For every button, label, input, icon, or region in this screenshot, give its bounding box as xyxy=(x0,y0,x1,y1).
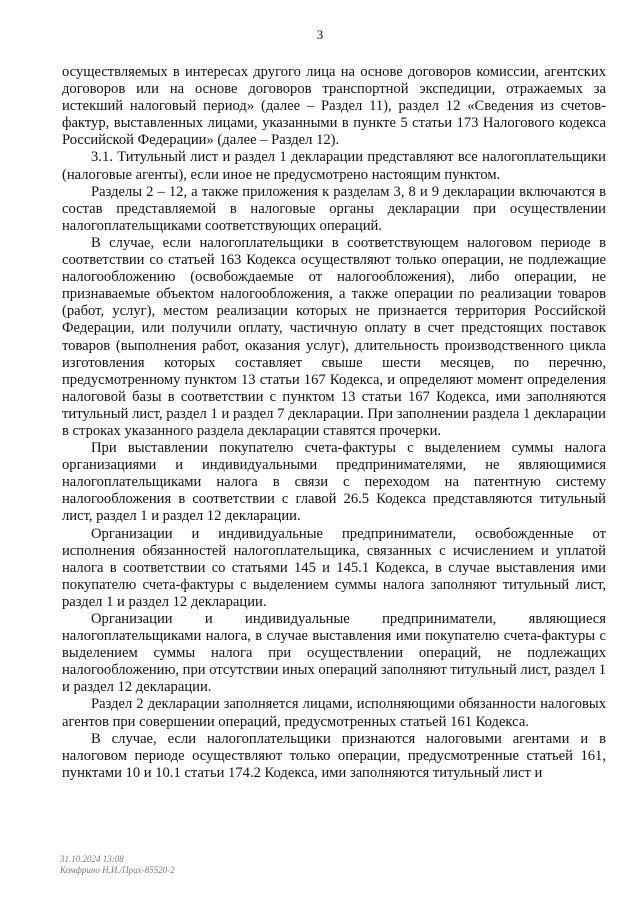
footer-author: Комфрино Н.И./Прих-85520-2 xyxy=(60,865,175,875)
page-number: 3 xyxy=(316,27,324,42)
paragraph-5: При выставлении покупателю счета-фактуры с выделением суммы налога организациями и индивидуальными предпринимателями, не являющимися налогоплательщиками налога в связи с переходом на патентную систему налогообложения в соответствии с главой 26.5 Кодекса представляются титульный лист, раздел 1 и раздел 12 декларации. xyxy=(62,440,606,525)
paragraph-8: Раздел 2 декларации заполняется лицами, исполняющими обязанности налоговых агентов при совершении операций, предусмотренных статьей 161 Кодекса. xyxy=(62,696,606,730)
paragraph-7: Организации и индивидуальные предприниматели, являющиеся налогоплательщиками налога, в случае выставления ими покупателю счета-фактуры с выделением суммы налога при осуществлении операций, не подлежащих налогообложению, при отсутствии иных операций заполняют титульный лист, раздел 1 и раздел 12 декларации. xyxy=(62,611,606,696)
paragraph-1: осуществляемых в интересах другого лица на основе договоров комиссии, агентских договоров или на основе договоров транспортной экспедиции, отражаемых за истекший налоговый период» (далее – Раздел 11), раздел 12 «Сведения из счетов-фактур, выставленных лицами, указанными в пункте 5 статьи 173 Налогового кодекса Российской Федерации» (далее – Раздел 12). xyxy=(62,64,606,149)
paragraph-4: В случае, если налогоплательщики в соответствующем налоговом периоде в соответствии со статьей 163 Кодекса осуществляют только операции, не подлежащие налогообложению (освобождаемые от налогообложения), либо операции, не признаваемые объектом налогообложения, а также операции по реализации товаров (работ, услуг), местом реализации которых не признается территория Российской Федерации, или получили оплату, частичную оплату в счет предстоящих поставок товаров (выполнения работ, оказания услуг), длительность производственного цикла изготовления которых составляет свыше шести месяцев, по перечню, предусмотренному пунктом 13 статьи 167 Кодекса, и определяют момент определения налоговой базы в соответствии с пунктом 13 статьи 167 Кодекса, ими заполняются титульный лист, раздел 1 и раздел 7 декларации. При заполнении раздела 1 декларации в строках указанного раздела декларации ставятся прочерки. xyxy=(62,234,606,439)
paragraph-3: Разделы 2 – 12, а также приложения к разделам 3, 8 и 9 декларации включаются в состав представляемой в налоговые органы декларации при осуществлении налогоплательщиками соответствующих операций. xyxy=(62,183,606,234)
paragraph-6: Организации и индивидуальные предприниматели, освобожденные от исполнения обязанностей налогоплательщика, связанных с исчислением и уплатой налога в соответствии со статьями 145 и 145.1 Кодекса, в случае выставления ими покупателю счета-фактуры с выделением суммы налога заполняют титульный лист, раздел 1 и раздел 12 декларации. xyxy=(62,525,606,610)
footer-stamp xyxy=(60,854,175,876)
document-body xyxy=(62,64,606,782)
paragraph-9: В случае, если налогоплательщики признаются налоговыми агентами и в налоговом периоде осуществляют только операции, предусмотренные статьей 161, пунктами 10 и 10.1 статьи 174.2 Кодекса, ими заполняются титульный лист и xyxy=(62,730,606,781)
footer-timestamp: 31.10.2024 13:08 xyxy=(60,854,124,864)
paragraph-2: 3.1. Титульный лист и раздел 1 декларации представляют все налогоплательщики (налоговые агенты), если иное не предусмотрено настоящим пунктом. xyxy=(62,149,606,183)
